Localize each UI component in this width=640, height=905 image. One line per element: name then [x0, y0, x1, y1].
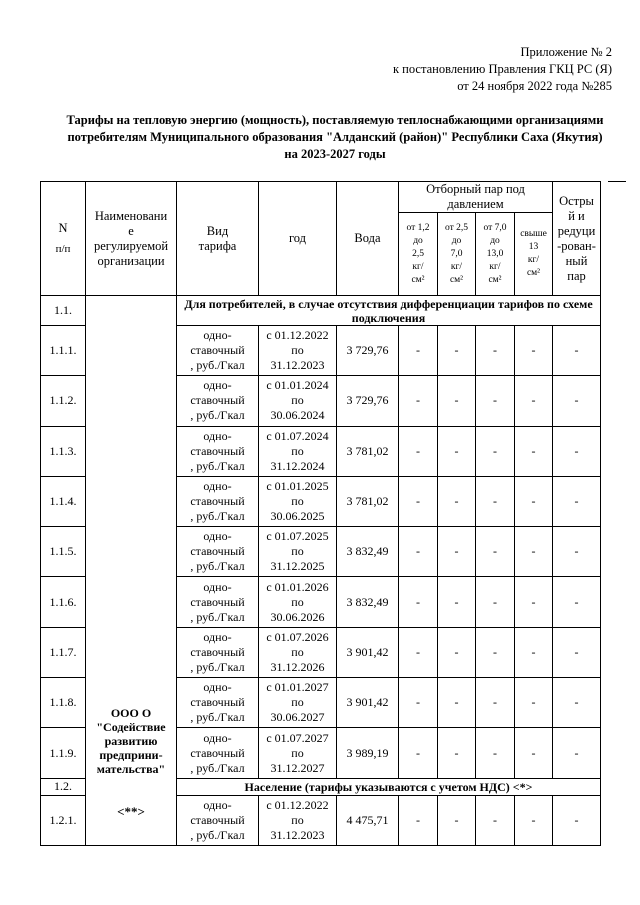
row-steam-tariff: - — [399, 376, 438, 426]
row-steam-tariff: - — [553, 527, 601, 577]
header-pressure-1: от 1,2 до 2,5 кг/ см² — [399, 213, 438, 296]
row-steam-tariff: - — [438, 577, 476, 627]
table-edge-line — [608, 181, 626, 182]
row-steam-tariff: - — [515, 577, 553, 627]
section-title: Для потребителей, в случае отсутствия дифференциации тарифов по схеме подключения — [177, 296, 601, 326]
row-steam-tariff: - — [399, 795, 438, 845]
row-tariff-kind: одно- ставочный , руб./Гкал — [177, 627, 259, 677]
header-pressure-2: от 2,5 до 7,0 кг/ см² — [438, 213, 476, 296]
row-steam-tariff: - — [399, 728, 438, 778]
row-tariff-kind: одно- ставочный , руб./Гкал — [177, 728, 259, 778]
row-steam-tariff: - — [438, 627, 476, 677]
row-number: 1.1.9. — [41, 728, 86, 778]
appendix-line: от 24 ноября 2022 года №285 — [457, 79, 612, 93]
row-period: с 01.12.2022 по 31.12.2023 — [259, 795, 337, 845]
appendix-line: Приложение № 2 — [520, 45, 612, 59]
row-steam-tariff: - — [399, 627, 438, 677]
row-period: с 01.01.2024 по 30.06.2024 — [259, 376, 337, 426]
row-steam-tariff: - — [476, 426, 515, 476]
row-steam-tariff: - — [553, 795, 601, 845]
header-water: Вода — [337, 182, 399, 296]
row-steam-tariff: - — [553, 627, 601, 677]
header-organization: Наименовани е регулируемой организации — [86, 182, 177, 296]
row-period: с 01.01.2027 по 30.06.2027 — [259, 678, 337, 728]
section-number: 1.2. — [41, 778, 86, 795]
appendix-note — [252, 44, 612, 95]
row-number: 1.1.2. — [41, 376, 86, 426]
header-sharp-steam: Остры й и редуци -рован- ный пар — [553, 182, 601, 296]
row-water-tariff: 3 832,49 — [337, 527, 399, 577]
row-period: с 01.12.2022 по 31.12.2023 — [259, 326, 337, 376]
row-steam-tariff: - — [515, 426, 553, 476]
row-water-tariff: 3 832,49 — [337, 577, 399, 627]
row-number: 1.1.1. — [41, 326, 86, 376]
row-period: с 01.07.2024 по 31.12.2024 — [259, 426, 337, 476]
row-water-tariff: 3 901,42 — [337, 627, 399, 677]
row-tariff-kind: одно- ставочный , руб./Гкал — [177, 527, 259, 577]
row-number: 1.1.3. — [41, 426, 86, 476]
row-period: с 01.07.2025 по 31.12.2025 — [259, 527, 337, 577]
row-steam-tariff: - — [515, 527, 553, 577]
row-steam-tariff: - — [476, 527, 515, 577]
header-year: год — [259, 182, 337, 296]
row-steam-tariff: - — [553, 728, 601, 778]
row-water-tariff: 3 781,02 — [337, 426, 399, 476]
organization-note: <**> — [86, 778, 177, 845]
row-number: 1.1.4. — [41, 476, 86, 526]
row-steam-tariff: - — [476, 577, 515, 627]
row-steam-tariff: - — [438, 426, 476, 476]
organization-name: ООО О "Содействие развитию предприни- мательства" — [86, 296, 177, 779]
row-tariff-kind: одно- ставочный , руб./Гкал — [177, 426, 259, 476]
title-line: Тарифы на тепловую энергию (мощность), поставляемую теплоснабжающими организациями — [66, 113, 604, 127]
row-water-tariff: 4 475,71 — [337, 795, 399, 845]
row-number: 1.1.8. — [41, 678, 86, 728]
header-pressure-3: от 7,0 до 13,0 кг/ см² — [476, 213, 515, 296]
row-steam-tariff: - — [515, 476, 553, 526]
row-steam-tariff: - — [515, 627, 553, 677]
section-number: 1.1. — [41, 296, 86, 326]
row-steam-tariff: - — [438, 728, 476, 778]
row-steam-tariff: - — [515, 326, 553, 376]
row-water-tariff: 3 729,76 — [337, 376, 399, 426]
row-steam-tariff: - — [553, 326, 601, 376]
row-steam-tariff: - — [515, 376, 553, 426]
row-water-tariff: 3 729,76 — [337, 326, 399, 376]
row-water-tariff: 3 781,02 — [337, 476, 399, 526]
title-line: на 2023-2027 годы — [284, 147, 386, 161]
header-tariff-kind: Вид тарифа — [177, 182, 259, 296]
row-steam-tariff: - — [553, 678, 601, 728]
row-steam-tariff: - — [476, 326, 515, 376]
row-steam-tariff: - — [438, 678, 476, 728]
row-period: с 01.01.2025 по 30.06.2025 — [259, 476, 337, 526]
title-line: потребителям Муниципального образования "Алданский (район)" Республики Саха (Якутия) — [67, 130, 603, 144]
row-steam-tariff: - — [438, 376, 476, 426]
row-tariff-kind: одно- ставочный , руб./Гкал — [177, 326, 259, 376]
row-steam-tariff: - — [553, 577, 601, 627]
row-period: с 01.07.2027 по 31.12.2027 — [259, 728, 337, 778]
row-tariff-kind: одно- ставочный , руб./Гкал — [177, 577, 259, 627]
row-number: 1.1.5. — [41, 527, 86, 577]
section-row — [41, 778, 601, 795]
row-steam-tariff: - — [438, 795, 476, 845]
row-tariff-kind: одно- ставочный , руб./Гкал — [177, 476, 259, 526]
row-steam-tariff: - — [476, 627, 515, 677]
header-steam: Отборный пар под давлением — [399, 182, 553, 213]
row-tariff-kind: одно- ставочный , руб./Гкал — [177, 678, 259, 728]
row-steam-tariff: - — [476, 678, 515, 728]
row-steam-tariff: - — [399, 577, 438, 627]
row-steam-tariff: - — [399, 326, 438, 376]
row-steam-tariff: - — [515, 678, 553, 728]
row-water-tariff: 3 901,42 — [337, 678, 399, 728]
document-title — [40, 112, 630, 163]
row-steam-tariff: - — [553, 426, 601, 476]
row-steam-tariff: - — [399, 678, 438, 728]
row-number: 1.2.1. — [41, 795, 86, 845]
section-title: Население (тарифы указываются с учетом НДС) <*> — [177, 778, 601, 795]
row-number: 1.1.6. — [41, 577, 86, 627]
row-steam-tariff: - — [476, 376, 515, 426]
row-water-tariff: 3 989,19 — [337, 728, 399, 778]
row-steam-tariff: - — [438, 326, 476, 376]
row-period: с 01.01.2026 по 30.06.2026 — [259, 577, 337, 627]
row-steam-tariff: - — [476, 795, 515, 845]
row-steam-tariff: - — [476, 476, 515, 526]
row-steam-tariff: - — [515, 795, 553, 845]
header-pressure-4: свыше 13 кг/ см² — [515, 213, 553, 296]
row-steam-tariff: - — [553, 376, 601, 426]
tariff-table — [40, 181, 601, 846]
row-steam-tariff: - — [399, 476, 438, 526]
row-steam-tariff: - — [399, 527, 438, 577]
row-steam-tariff: - — [399, 426, 438, 476]
row-period: с 01.07.2026 по 31.12.2026 — [259, 627, 337, 677]
row-steam-tariff: - — [438, 527, 476, 577]
row-steam-tariff: - — [476, 728, 515, 778]
row-tariff-kind: одно- ставочный , руб./Гкал — [177, 376, 259, 426]
row-steam-tariff: - — [515, 728, 553, 778]
appendix-line: к постановлению Правления ГКЦ РС (Я) — [392, 62, 612, 76]
row-steam-tariff: - — [438, 476, 476, 526]
row-steam-tariff: - — [553, 476, 601, 526]
row-tariff-kind: одно- ставочный , руб./Гкал — [177, 795, 259, 845]
header-number: N п/п — [41, 182, 86, 296]
row-number: 1.1.7. — [41, 627, 86, 677]
